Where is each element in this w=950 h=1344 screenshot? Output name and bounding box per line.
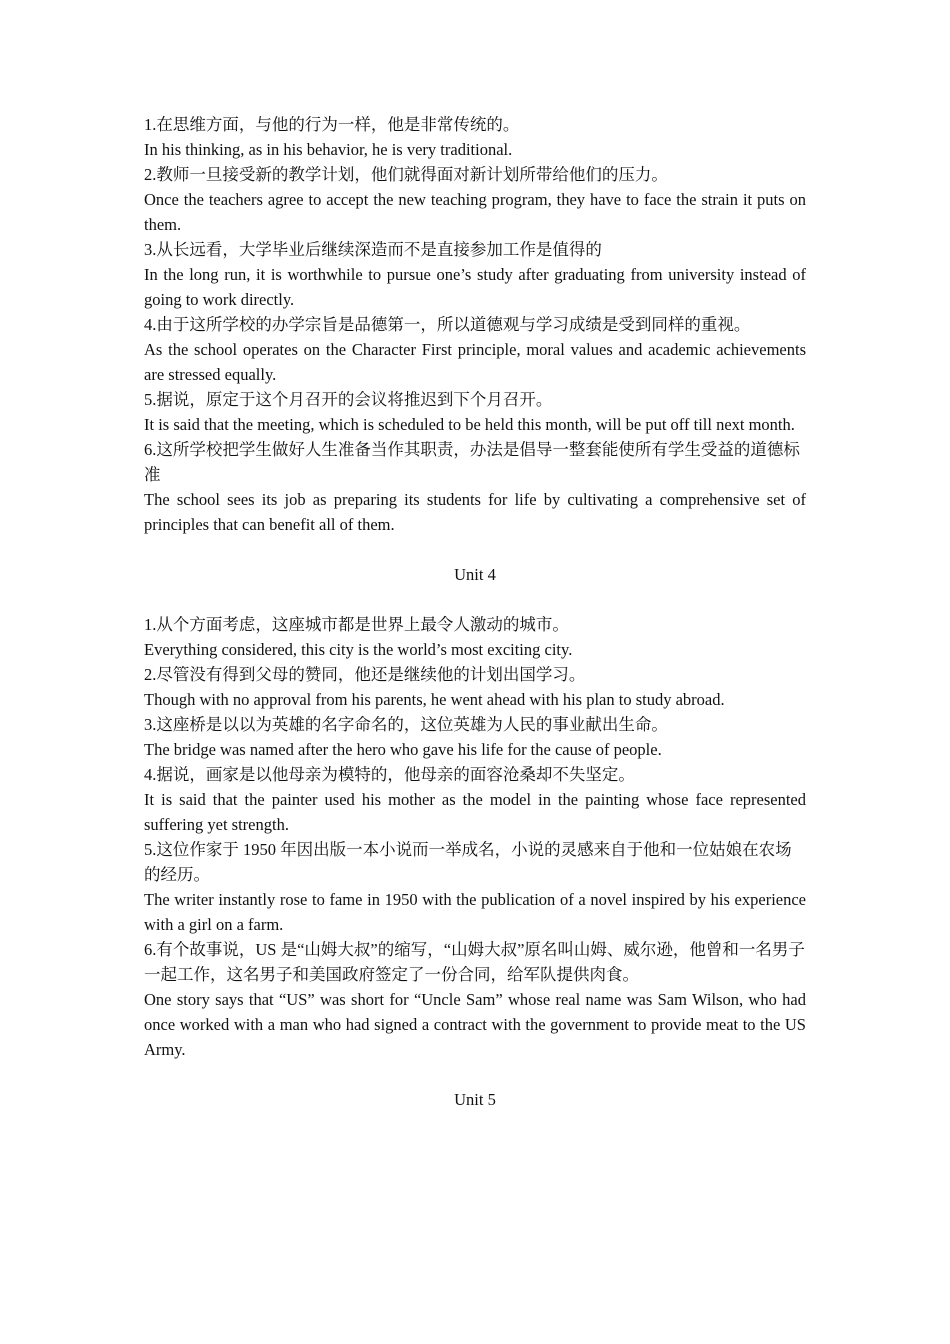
spacer [144,537,806,562]
unit4-item-5-zh: 5.这位作家于 1950 年因出版一本小说而一举成名，小说的灵感来自于他和一位姑娘在农场的经历。 [144,840,792,884]
item-3-zh: 3.从长远看，大学毕业后继续深造而不是直接参加工作是值得的 [144,240,602,259]
spacer [144,1062,806,1087]
item-3-en: In the long run, it is worthwhile to pursue one’s study after graduating from university instead of going to work directly. [144,265,806,309]
unit4-item-6-zh: 6.有个故事说，US 是“山姆大叔”的缩写，“山姆大叔”原名叫山姆、威尔逊，他曾和一名男子一起工作，这名男子和美国政府签定了一份合同，给军队提供肉食。 [144,940,805,984]
section-unit4-items [144,612,806,1062]
item-2-zh: 2.教师一旦接受新的教学计划，他们就得面对新计划所带给他们的压力。 [144,165,668,184]
unit4-item-3-zh: 3.这座桥是以以为英雄的名字命名的，这位英雄为人民的事业献出生命。 [144,715,668,734]
section-unit3-items [144,112,806,537]
item-1-zh: 1.在思维方面，与他的行为一样，他是非常传统的。 [144,115,520,134]
unit4-item-2-zh: 2.尽管没有得到父母的赞同，他还是继续他的计划出国学习。 [144,665,586,684]
item-2-en: Once the teachers agree to accept the new teaching program, they have to face the strain it puts on them. [144,190,806,234]
item-5-zh: 5.据说，原定于这个月召开的会议将推迟到下个月召开。 [144,390,553,409]
spacer [144,587,806,612]
item-1-en: In his thinking, as in his behavior, he is very traditional. [144,140,513,159]
unit-4-heading: Unit 4 [454,565,496,584]
document-page [144,112,806,1112]
unit4-item-4-en: It is said that the painter used his mother as the model in the painting whose face represented suffering yet strength. [144,790,806,834]
unit4-item-2-en: Though with no approval from his parents, he went ahead with his plan to study abroad. [144,690,725,709]
item-4-zh: 4.由于这所学校的办学宗旨是品德第一，所以道德观与学习成绩是受到同样的重视。 [144,315,751,334]
unit4-item-3-en: The bridge was named after the hero who gave his life for the cause of people. [144,740,662,759]
unit4-item-6-en: One story says that “US” was short for “Uncle Sam” whose real name was Sam Wilson, who had once worked with a man who had signed a contract with the government to provide meat to the US Army. [144,990,806,1059]
unit4-item-5-en: The writer instantly rose to fame in 1950 with the publication of a novel inspired by his experience with a girl on a farm. [144,890,806,934]
item-4-en: As the school operates on the Character First principle, moral values and academic achievements are stressed equally. [144,340,806,384]
unit-5-heading: Unit 5 [454,1090,496,1109]
item-6-en: The school sees its job as preparing its students for life by cultivating a comprehensive set of principles that can benefit all of them. [144,490,806,534]
item-5-en: It is said that the meeting, which is scheduled to be held this month, will be put off till next month. [144,415,795,434]
unit4-item-1-en: Everything considered, this city is the world’s most exciting city. [144,640,573,659]
unit4-item-4-zh: 4.据说，画家是以他母亲为模特的，他母亲的面容沧桑却不失坚定。 [144,765,635,784]
unit4-item-1-zh: 1.从个方面考虑，这座城市都是世界上最令人激动的城市。 [144,615,569,634]
item-6-zh: 6.这所学校把学生做好人生准备当作其职责，办法是倡导一整套能使所有学生受益的道德标准 [144,440,800,484]
